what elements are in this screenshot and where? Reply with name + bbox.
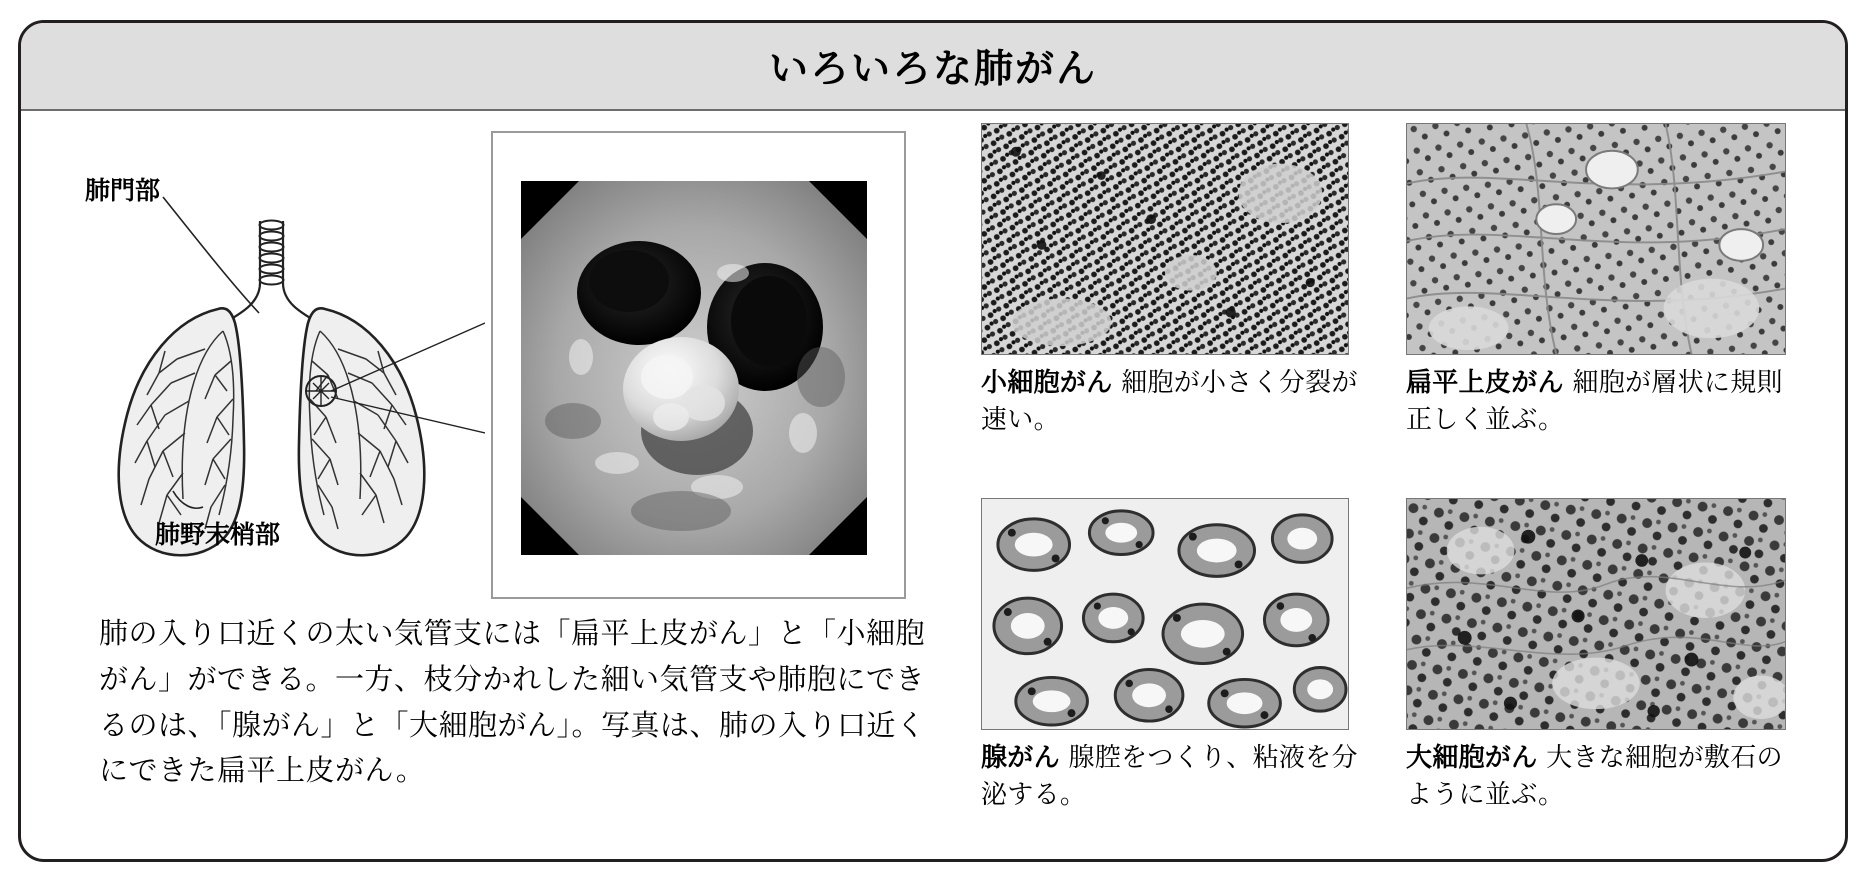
micrograph-image-small-cell — [981, 123, 1349, 355]
micrograph-image-squamous — [1406, 123, 1786, 355]
figure-title-bar — [21, 23, 1845, 111]
micrograph-image-adeno — [981, 498, 1349, 730]
micrograph-grid — [981, 123, 1831, 853]
micrograph-term-large-cell: 大細胞がん — [1406, 743, 1538, 773]
squamous-histology-svg — [1407, 124, 1785, 354]
micrograph-term-squamous: 扁平上皮がん — [1406, 368, 1564, 398]
micrograph-caption-squamous — [1406, 365, 1796, 439]
leader-line-hilum — [163, 197, 259, 313]
micrograph-cell-large-cell — [1406, 498, 1796, 814]
micrograph-caption-adeno — [981, 740, 1371, 814]
bronchoscopy-photo — [521, 181, 867, 555]
micrograph-term-small-cell: 小細胞がん — [981, 368, 1113, 398]
micrograph-cell-small-cell — [981, 123, 1371, 439]
lung-diagram — [55, 133, 485, 573]
micrograph-term-adeno: 腺がん — [981, 743, 1060, 773]
label-hilum: 肺門部 — [85, 176, 161, 205]
micrograph-desc-large-cell: 大きな細胞が敷石のように並ぶ。 — [1406, 743, 1783, 810]
adeno-histology-svg — [982, 499, 1348, 729]
large-cell-histology-svg — [1407, 499, 1785, 729]
micrograph-cell-adeno — [981, 498, 1371, 814]
micrograph-desc-small-cell: 細胞が小さく分裂が速い。 — [981, 368, 1358, 435]
micrograph-image-large-cell — [1406, 498, 1786, 730]
small-cell-histology-svg — [982, 124, 1348, 354]
micrograph-desc-squamous: 細胞が層状に規則正しく並ぶ。 — [1406, 368, 1783, 435]
micrograph-caption-small-cell — [981, 365, 1371, 439]
micrograph-cell-squamous — [1406, 123, 1796, 439]
label-periphery: 肺野末梢部 — [155, 520, 281, 549]
micrograph-desc-adeno: 腺腔をつくり、粘液を分泌する。 — [981, 743, 1358, 810]
main-caption: 肺の入り口近くの太い気管支には「扁平上皮がん」と「小細胞がん」ができる。一方、枝分かれした細い気管支や肺胞にできるのは、「腺がん」と「大細胞がん」。写真は、肺の入り口近くにできた扁平上皮がん。 — [99, 616, 926, 788]
figure-panel — [18, 20, 1848, 862]
page-title: いろいろな肺がん — [768, 47, 1097, 92]
left-column — [21, 111, 961, 862]
bronchoscopy-photo-frame — [491, 131, 906, 599]
micrograph-caption-large-cell — [1406, 740, 1796, 814]
lung-right-outline — [299, 308, 424, 555]
bronchoscopy-photo-svg — [521, 181, 867, 555]
tumor-mass — [623, 337, 739, 441]
